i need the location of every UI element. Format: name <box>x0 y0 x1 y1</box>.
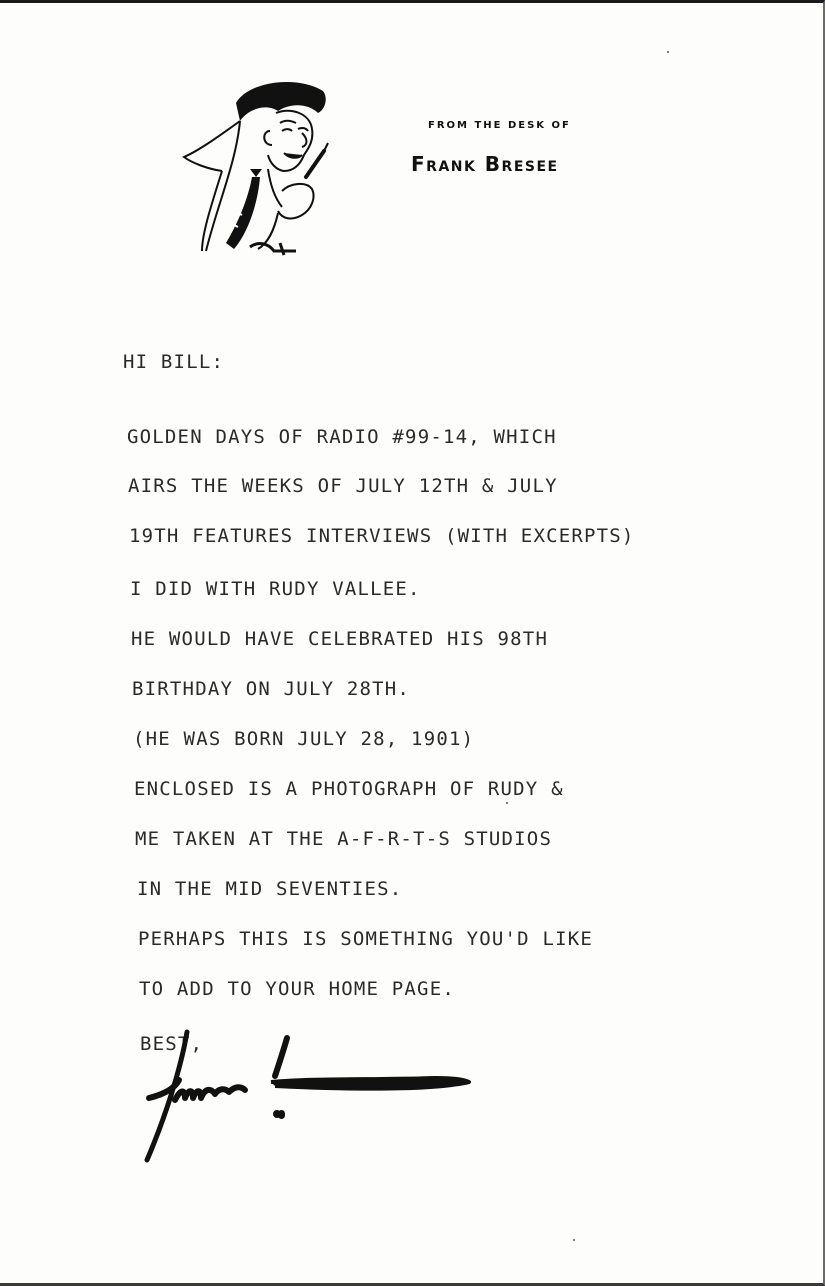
letter-line: 19TH FEATURES INTERVIEWS (WITH EXCERPTS) <box>129 525 635 547</box>
letter-line: BIRTHDAY ON JULY 28TH. <box>132 678 411 700</box>
letter-line: (HE WAS BORN JULY 28, 1901) <box>133 728 475 750</box>
letter-line: HE WOULD HAVE CELEBRATED HIS 98TH <box>131 628 549 650</box>
paper-speck <box>506 802 508 804</box>
handwritten-signature-icon <box>135 1028 480 1168</box>
ink-dot <box>278 1110 285 1119</box>
letter-line: AIRS THE WEEKS OF JULY 12TH & JULY <box>128 475 558 497</box>
paper-speck <box>667 51 669 53</box>
letter-line: IN THE MID SEVENTIES. <box>137 878 403 900</box>
caricature-drawing-icon <box>178 73 338 263</box>
letterhead-from-label: FROM THE DESK OF <box>428 120 571 131</box>
closing: BEST, <box>140 1033 204 1055</box>
letter-line: PERHAPS THIS IS SOMETHING YOU'D LIKE <box>138 928 594 950</box>
letter-line: GOLDEN DAYS OF RADIO #99-14, WHICH <box>127 426 557 448</box>
letter-line: ME TAKEN AT THE A-F-R-T-S STUDIOS <box>135 828 553 850</box>
letterhead-name: Frank Bresee <box>411 152 559 176</box>
paper-speck <box>573 1239 575 1241</box>
letter-line: ENCLOSED IS A PHOTOGRAPH OF RUDY & <box>134 778 564 800</box>
letter-line: I DID WITH RUDY VALLEE. <box>130 578 421 600</box>
letter-line: TO ADD TO YOUR HOME PAGE. <box>139 978 455 1000</box>
salutation: HI BILL: <box>123 351 225 373</box>
